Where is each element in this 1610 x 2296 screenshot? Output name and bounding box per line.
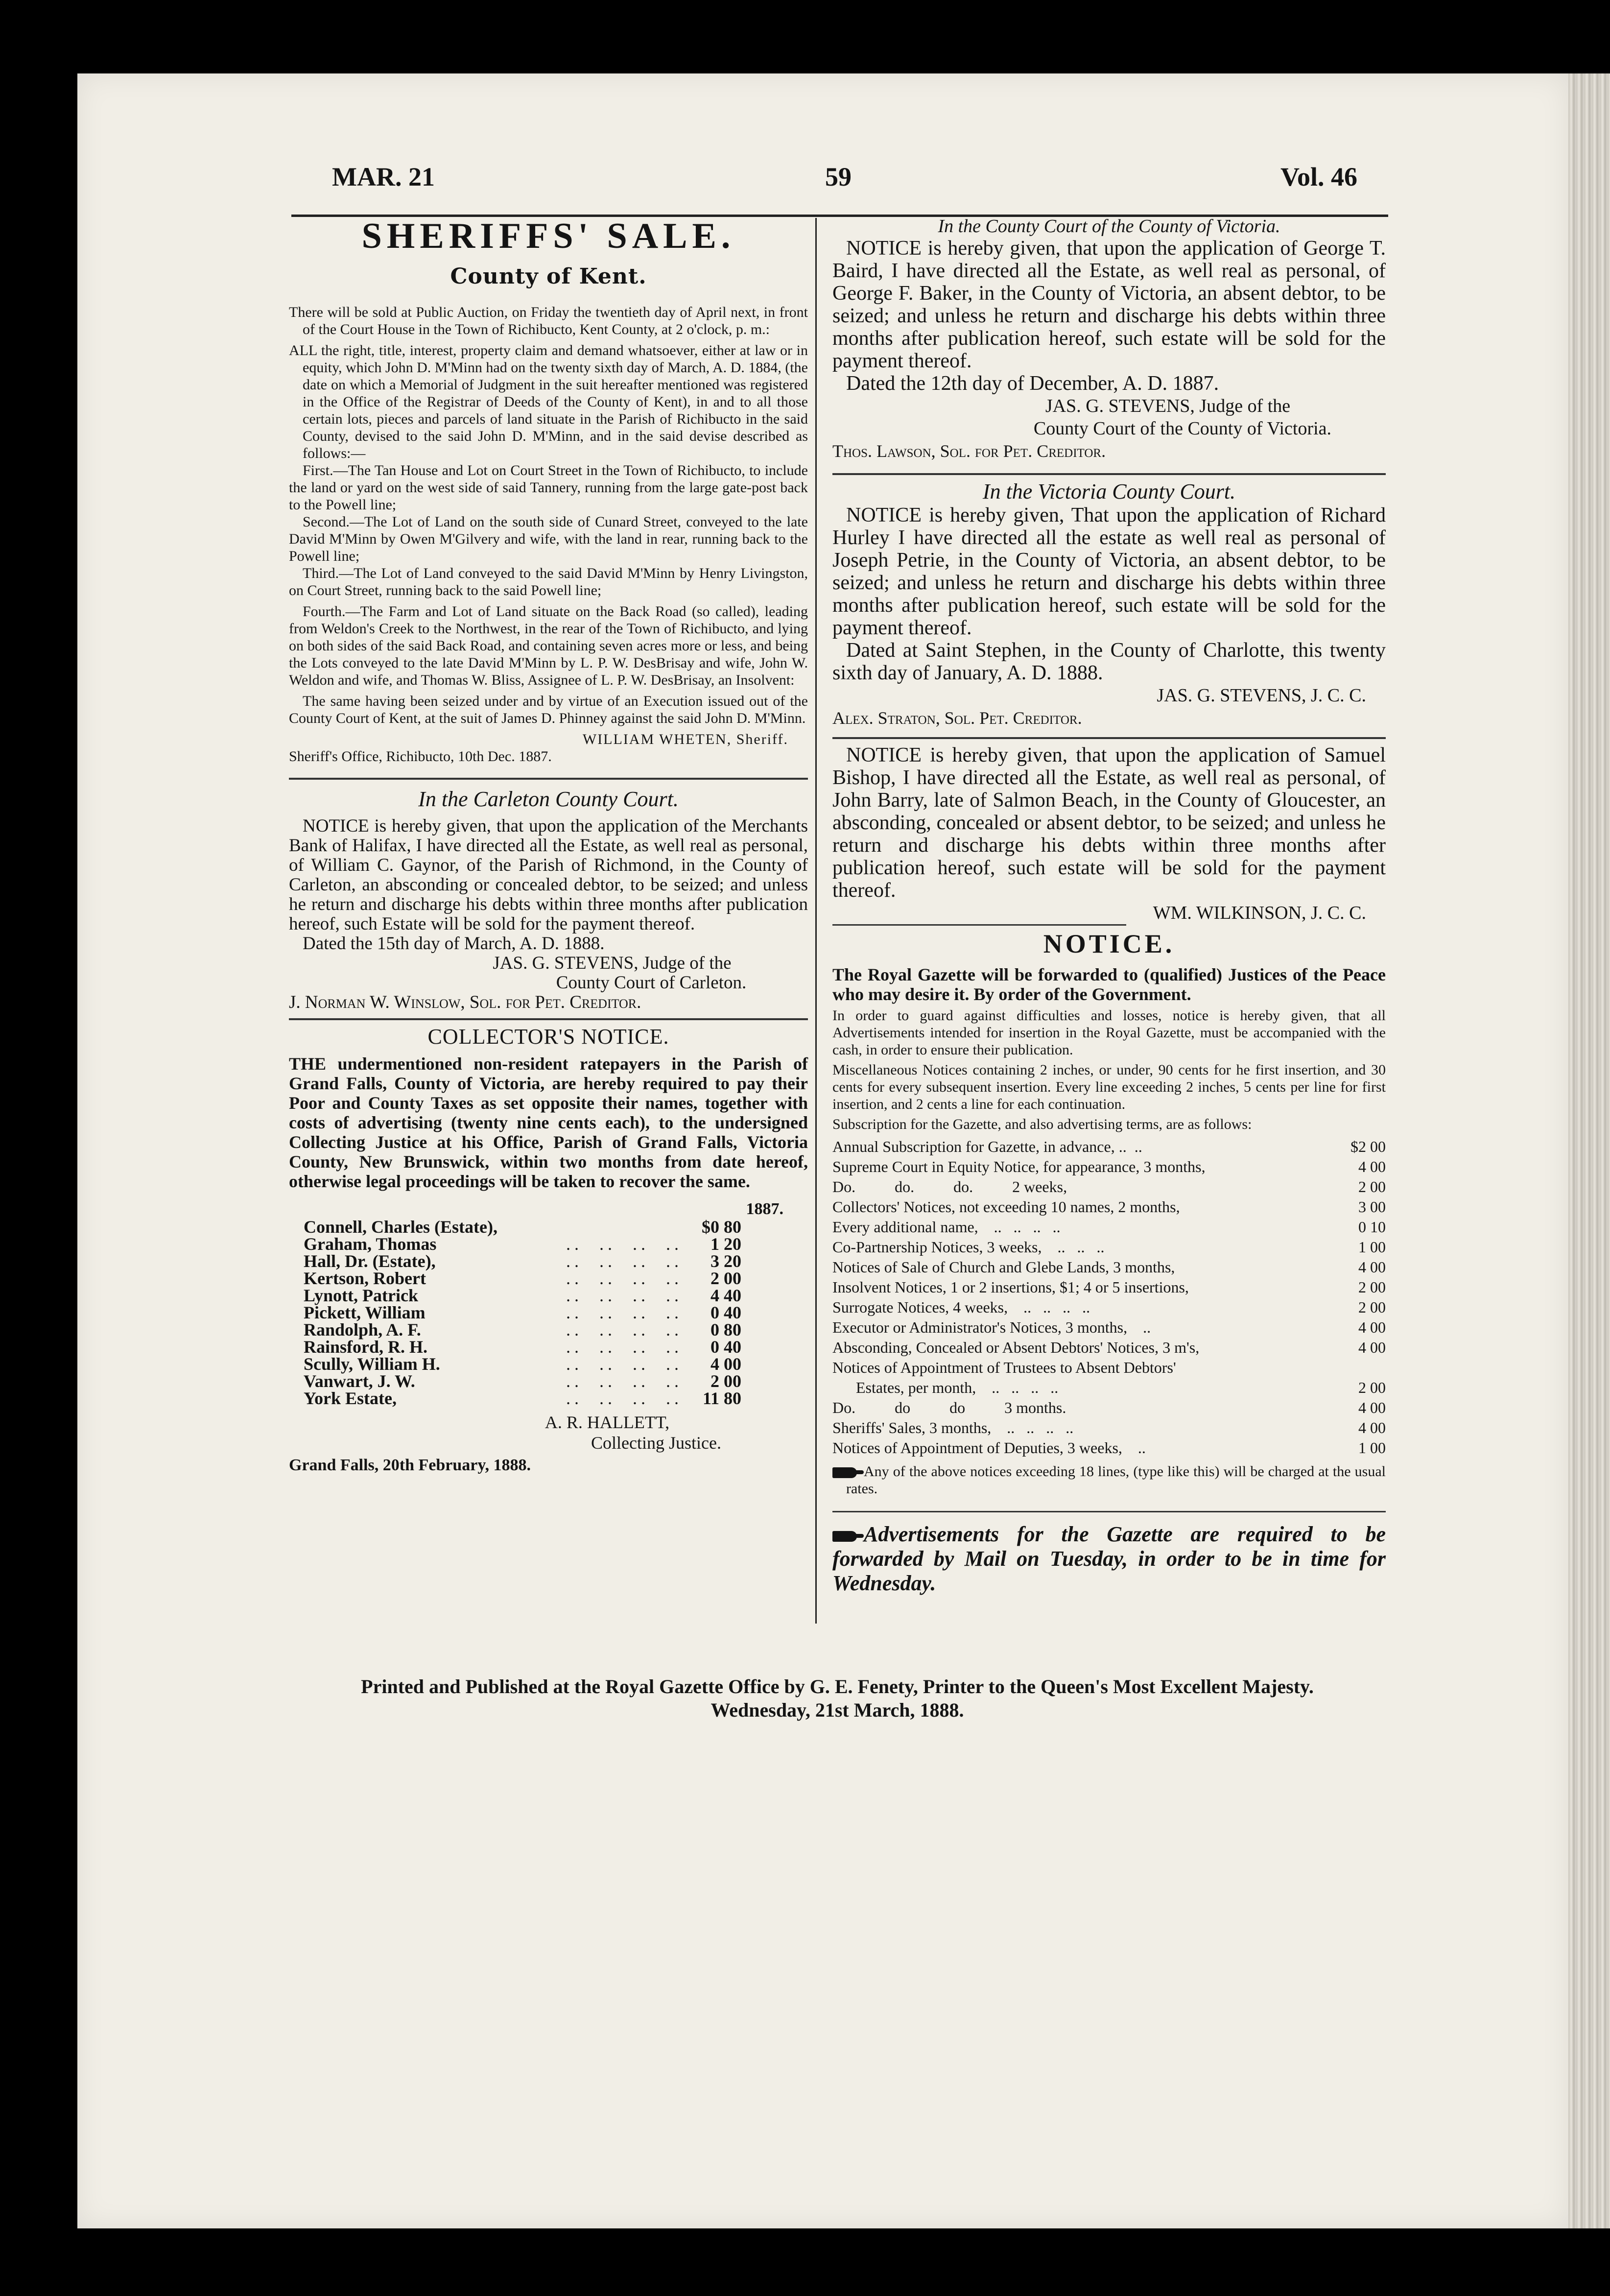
ratepayer-year: 1887. xyxy=(746,1200,783,1218)
victoria-county-court-dated: Dated the 12th day of December, A. D. 1887. xyxy=(846,372,1219,395)
rate-label: Every additional name, .. .. .. .. xyxy=(832,1218,1061,1236)
ratepayer-name: Lynott, Patrick xyxy=(304,1286,418,1305)
rates-table xyxy=(832,1137,1386,1458)
carleton-heading: In the Carleton County Court. xyxy=(418,787,679,811)
leader-dots: .. .. .. .. xyxy=(566,1286,683,1305)
exceeding-notice xyxy=(832,1463,1386,1497)
rate-row xyxy=(832,1438,1386,1458)
rate-row xyxy=(832,1157,1386,1177)
page-edge xyxy=(1568,73,1610,2228)
victoria-court-dated: Dated at Saint Stephen, in the County of Charlotte, this twenty sixth day of January, A. D. 1888. xyxy=(832,639,1386,684)
rate-amount: 1 00 xyxy=(1358,1439,1386,1457)
leader-dots: .. .. .. .. xyxy=(566,1388,683,1408)
wilkinson-body: NOTICE is hereby given, that upon the application of Samuel Bishop, I have directed all the Estate, as well real as personal, of John Barry, late of Salmon Beach, in the County of Gloucester, an absconding, concealed or absent debtor, to be seized; and unless he return and discharge his debts within three months after publication hereof, such estate will be sold for the payment thereof. xyxy=(832,744,1386,902)
ratepayer-name: Scully, William H. xyxy=(304,1354,440,1374)
rate-label: Do. do. do. 2 weeks, xyxy=(832,1178,1067,1196)
gazette-notice: The Royal Gazette will be forwarded to (qualified) Justices of the Peace who may desire it. By order of the Government. xyxy=(832,965,1386,1004)
victoria-county-court-body: NOTICE is hereby given, that upon the application of George T. Baird, I have directed all the Estate, as well real as personal, of George F. Baker, in the County of Victoria, an absent debtor, to be seized; and unless he return and discharge his debts within three months after publication hereof, such estate will be sold for the payment thereof. xyxy=(832,237,1386,372)
rate-amount: 2 00 xyxy=(1358,1278,1386,1296)
rate-label: Insolvent Notices, 1 or 2 insertions, $1; 4 or 5 insertions, xyxy=(832,1278,1189,1296)
rate-row xyxy=(832,1297,1386,1317)
sheriff-office: Sheriff's Office, Richibucto, 10th Dec. 1887. xyxy=(289,748,552,765)
page-number: 59 xyxy=(825,162,852,191)
ratepayer-amount: 1 20 xyxy=(710,1234,741,1254)
rate-label: Sheriffs' Sales, 3 months, .. .. .. .. xyxy=(832,1419,1074,1436)
ratepayer-table xyxy=(304,1219,741,1407)
rate-amount: 2 00 xyxy=(1358,1178,1386,1196)
ratepayer-amount: 0 40 xyxy=(710,1337,741,1357)
victoria-court-solicitor: Alex. Straton, Sol. Pet. Creditor. xyxy=(832,708,1082,728)
collector-title: COLLECTOR'S NOTICE. xyxy=(427,1025,669,1049)
leader-dots: .. .. .. .. xyxy=(566,1268,683,1288)
victoria-solicitor: Thos. Lawson, Sol. for Pet. Creditor. xyxy=(832,441,1106,461)
rate-label: Collectors' Notices, not exceeding 10 names, 2 months, xyxy=(832,1198,1180,1216)
rate-label: Co-Partnership Notices, 3 weeks, .. .. .. xyxy=(832,1238,1105,1256)
ratepayer-name: Rainsford, R. H. xyxy=(304,1337,428,1357)
notice-title: NOTICE. xyxy=(1043,929,1175,958)
rate-row xyxy=(832,1338,1386,1358)
advert-notice xyxy=(832,1522,1386,1596)
advert-text: Advertisements for the Gazette are required to be forwarded by Mail on Tuesday, in order to be in time for Wednesday. xyxy=(832,1522,1386,1595)
rate-row xyxy=(832,1237,1386,1257)
victoria-judge-1: JAS. G. STEVENS, Judge of the xyxy=(1045,396,1291,416)
divider-rule xyxy=(289,1018,808,1020)
exceeding-text: Any of the above notices exceeding 18 lines, (type like this) will be charged at the usual rates. xyxy=(846,1463,1386,1497)
leader-dots: .. .. .. .. xyxy=(566,1303,683,1322)
ratepayer-row xyxy=(304,1390,741,1407)
ratepayer-row xyxy=(304,1270,741,1287)
footer-date: Wednesday, 21st March, 1888. xyxy=(710,1699,964,1721)
ratepayer-row xyxy=(304,1304,741,1321)
rate-label: Do. do do 3 months. xyxy=(832,1399,1066,1416)
header-date: MAR. 21 xyxy=(332,162,435,191)
ratepayer-amount: $0 80 xyxy=(702,1217,741,1237)
carleton-solicitor: J. Norman W. Winslow, Sol. for Pet. Creditor. xyxy=(289,992,641,1012)
ratepayer-name: Kertson, Robert xyxy=(304,1268,426,1288)
victoria-court-body: NOTICE is hereby given, That upon the application of Richard Hurley I have directed all the estate as well real as personal of Joseph Petrie, in the County of Victoria, an absent debtor, to be seized; and unless he return and discharge his debts within three months after publication hereof, such estate will be sold for the payment thereof. xyxy=(832,504,1386,639)
leader-dots: .. .. .. .. xyxy=(566,1320,683,1339)
collector-signature-title: Collecting Justice. xyxy=(591,1433,721,1453)
rate-amount: $2 00 xyxy=(1350,1138,1386,1155)
ratepayer-row xyxy=(304,1236,741,1253)
leader-dots: .. .. .. .. xyxy=(566,1354,683,1374)
county-heading: County of Kent. xyxy=(450,264,647,289)
divider-rule xyxy=(832,737,1386,739)
column-divider xyxy=(815,218,817,1624)
ratepayer-amount: 2 00 xyxy=(710,1268,741,1288)
rate-label: Executor or Administrator's Notices, 3 months, .. xyxy=(832,1318,1151,1336)
collector-place-date: Grand Falls, 20th February, 1888. xyxy=(289,1456,531,1474)
rate-row xyxy=(832,1358,1386,1378)
ratepayer-amount: 11 80 xyxy=(702,1388,741,1408)
divider-rule xyxy=(832,1511,1386,1512)
rate-row xyxy=(832,1398,1386,1418)
leader-dots: .. .. .. .. xyxy=(566,1234,683,1254)
sheriff-signature: WILLIAM WHETEN, Sheriff. xyxy=(582,731,788,747)
victoria-county-court-notice xyxy=(832,237,1386,462)
subscription-notice: Subscription for the Gazette, and also advertising terms, are as follows: xyxy=(832,1116,1252,1132)
ratepayer-amount: 4 00 xyxy=(710,1354,741,1374)
carleton-judge-1: JAS. G. STEVENS, Judge of the xyxy=(493,953,732,973)
sale-first: First.—The Tan House and Lot on Court Street in the Town of Richibucto, to include the land or yard on the west side of said Tannery, running from the large gate-post back to the Powell line; xyxy=(289,462,808,513)
left-column xyxy=(289,215,808,1475)
right-column xyxy=(832,215,1386,1596)
rate-amount: 4 00 xyxy=(1358,1399,1386,1416)
carleton-body: NOTICE is hereby given, that upon the application of the Merchants Bank of Halifax, I have directed all the Estate, as well real as personal, of William C. Gaynor, of the Parish of Richmond, in the County of Carleton, an absconding or concealed debtor, to be seized; and unless he return and discharge his debts within three months after publication hereof, such Estate will be sold for the payment thereof. xyxy=(289,816,808,934)
victoria-county-court-heading: In the County Court of the County of Victoria. xyxy=(938,216,1280,237)
leader-dots xyxy=(558,1219,683,1236)
rate-row xyxy=(832,1177,1386,1197)
rate-label: Supreme Court in Equity Notice, for appearance, 3 months, xyxy=(832,1158,1206,1175)
ratepayer-name: Connell, Charles (Estate), xyxy=(304,1217,497,1237)
rate-label: Absconding, Concealed or Absent Debtors' Notices, 3 m's, xyxy=(832,1339,1200,1356)
carleton-dated: Dated the 15th day of March, A. D. 1888. xyxy=(303,933,605,954)
rate-amount: 4 00 xyxy=(1358,1419,1386,1436)
misc-notice: Miscellaneous Notices containing 2 inches, or under, 90 cents for he first insertion, and 30 cents for every subsequent insertion. Every line exceeding 2 inches, 5 cents per line for first insertion, and 2 cents a line for each continuation. xyxy=(832,1062,1386,1112)
rate-label: Surrogate Notices, 4 weeks, .. .. .. .. xyxy=(832,1298,1090,1316)
ratepayer-amount: 4 40 xyxy=(710,1286,741,1305)
ratepayer-name: Randolph, A. F. xyxy=(304,1320,421,1339)
rate-amount: 4 00 xyxy=(1358,1339,1386,1356)
sheriffs-sale-title: SHERIFFS' SALE. xyxy=(361,216,735,256)
rate-row xyxy=(832,1418,1386,1438)
pointing-hand-icon xyxy=(832,1531,857,1542)
ratepayer-name: Hall, Dr. (Estate), xyxy=(304,1251,436,1271)
ratepayer-name: Vanwart, J. W. xyxy=(304,1371,415,1391)
ratepayer-amount: 2 00 xyxy=(710,1371,741,1391)
sale-third: Third.—The Lot of Land conveyed to the said David M'Minn by Henry Livingston, on Court Street, running back to the said Powell line; xyxy=(289,565,808,598)
rate-amount xyxy=(1322,1358,1386,1378)
divider-rule xyxy=(832,924,1126,926)
rate-row xyxy=(832,1378,1386,1398)
collector-signature: A. R. HALLETT, xyxy=(545,1412,670,1432)
divider-rule xyxy=(289,778,808,780)
rate-label: Annual Subscription for Gazette, in advance, .. .. xyxy=(832,1138,1142,1155)
rate-label: Notices of Appointment of Deputies, 3 weeks, .. xyxy=(832,1439,1146,1457)
ratepayer-name: Pickett, William xyxy=(304,1303,426,1322)
sale-second: Second.—The Lot of Land on the south side of Cunard Street, conveyed to the late David M'Minn by Owen M'Gilvery and wife, with the land in rear, running back to the Powell line; xyxy=(289,514,808,564)
rate-amount: 1 00 xyxy=(1358,1238,1386,1256)
pointing-hand-icon xyxy=(832,1467,857,1478)
ratepayer-row xyxy=(304,1287,741,1304)
wilkinson-notice xyxy=(832,744,1386,924)
leader-dots: .. .. .. .. xyxy=(566,1337,683,1357)
rate-row xyxy=(832,1277,1386,1297)
rate-label: Notices of Appointment of Trustees to Absent Debtors' xyxy=(832,1359,1176,1376)
ratepayer-list xyxy=(289,1200,793,1453)
carleton-judge-2: County Court of Carleton. xyxy=(556,973,747,993)
rate-row xyxy=(832,1217,1386,1237)
rate-row xyxy=(832,1137,1386,1157)
rate-amount: 4 00 xyxy=(1358,1158,1386,1175)
rate-amount: 4 00 xyxy=(1358,1318,1386,1336)
footer-printer: Printed and Published at the Royal Gazette Office by G. E. Fenety, Printer to the Queen's Most Excellent Majesty. xyxy=(361,1675,1314,1698)
ratepayer-row xyxy=(304,1356,741,1373)
ratepayer-row xyxy=(304,1339,741,1356)
ratepayer-amount: 0 40 xyxy=(710,1303,741,1322)
collector-body: THE undermentioned non-resident ratepayers in the Parish of Grand Falls, County of Victoria, are hereby required to pay their Poor and County Taxes as set opposite their names, together with costs of advertising (twenty nine cents each), to the undersigned Collecting Justice at his Office, Parish of Grand Falls, Victoria County, New Brunswick, within two months from date hereof, otherwise legal proceedings will be taken to recover the same. xyxy=(289,1054,808,1191)
rate-label: Estates, per month, .. .. .. .. xyxy=(832,1379,1059,1396)
ratepayer-name: York Estate, xyxy=(304,1388,397,1408)
sheriffs-sale-text xyxy=(289,304,808,765)
victoria-court-heading: In the Victoria County Court. xyxy=(982,479,1236,503)
guard-notice: In order to guard against difficulties and losses, notice is hereby given, that all Advertisements intended for insertion in the Royal Gazette, must be accompanied with the cash, in order to ensure their publication. xyxy=(832,1007,1386,1058)
leader-dots: .. .. .. .. xyxy=(566,1251,683,1271)
ratepayer-row xyxy=(304,1253,741,1270)
victoria-court-notice xyxy=(832,504,1386,729)
sale-intro: There will be sold at Public Auction, on Friday the twentieth day of April next, in front of the Court House in the Town of Richibucto, Kent County, at 2 o'clock, p. m.: xyxy=(289,304,808,337)
carleton-notice xyxy=(289,816,808,1012)
wilkinson-judge: WM. WILKINSON, J. C. C. xyxy=(1153,903,1366,923)
rate-label: Notices of Sale of Church and Glebe Lands, 3 months, xyxy=(832,1258,1175,1276)
ratepayer-amount: 3 20 xyxy=(710,1251,741,1271)
rate-amount: 2 00 xyxy=(1358,1298,1386,1316)
ratepayer-name: Graham, Thomas xyxy=(304,1234,437,1254)
volume-number: Vol. 46 xyxy=(1280,162,1358,191)
ratepayer-row xyxy=(304,1373,741,1390)
sale-fourth: Fourth.—The Farm and Lot of Land situate on the Back Road (so called), leading from Weldon's Creek to the Northwest, in the rear of the Town of Richibucto, and lying on both sides of the said Back Road, and containing seven acres more or less, and being the Lots conveyed to the late David M'Minn by L. P. W. DesBrisay and wife, John W. Weldon and wife, and Thomas W. Bliss, Assignee of L. P. W. DesBrisay, an Insolvent: xyxy=(289,603,808,688)
rate-amount: 3 00 xyxy=(1358,1198,1386,1216)
divider-rule xyxy=(832,473,1386,475)
footer xyxy=(274,1675,1400,1722)
rate-amount: 2 00 xyxy=(1358,1379,1386,1396)
ratepayer-row xyxy=(304,1321,741,1339)
ratepayer-amount: 0 80 xyxy=(710,1320,741,1339)
rate-amount: 0 10 xyxy=(1358,1218,1386,1236)
victoria-judge-2: County Court of the County of Victoria. xyxy=(1033,418,1332,439)
rate-row xyxy=(832,1257,1386,1277)
victoria-court-judge: JAS. G. STEVENS, J. C. C. xyxy=(1157,685,1366,706)
ratepayer-row xyxy=(304,1219,741,1236)
sale-body: ALL the right, title, interest, property claim and demand whatsoever, either at law or in equity, which John D. M'Minn had on the twenty sixth day of March, A. D. 1884, (the date on which a Memorial of Judgment in the suit hereafter mentioned was registered in the Office of the Registrar of Deeds of the County of Kent), in and to all those certain lots, pieces and parcels of land situate in the Parish of Richibucto in the said County, devised to the said John D. M'Minn, and in the said devise described as follows:— xyxy=(289,342,808,461)
leader-dots: .. .. .. .. xyxy=(566,1371,683,1391)
rate-amount: 4 00 xyxy=(1358,1258,1386,1276)
sale-seized: The same having been seized under and by virtue of an Execution issued out of the County Court of Kent, at the suit of James D. Phinney against the said John D. M'Minn. xyxy=(289,693,808,726)
rate-row xyxy=(832,1317,1386,1338)
rate-row xyxy=(832,1197,1386,1217)
